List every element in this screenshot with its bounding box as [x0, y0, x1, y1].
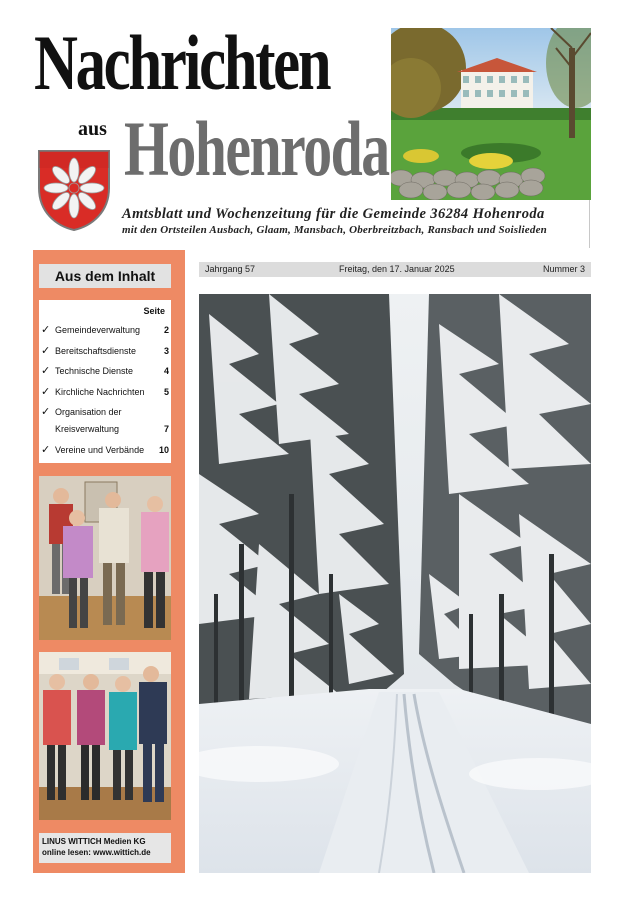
contents-item-page: 2 — [163, 325, 169, 335]
subtitle-districts: mit den Ortsteilen Ausbach, Glaam, Mansbach, Oberbreitzbach, Ransbach und Soislieden — [122, 224, 547, 236]
contents-heading: Aus dem Inhalt — [39, 264, 171, 288]
contents-item-page: 4 — [163, 366, 169, 376]
contents-item-page: 7 — [163, 424, 169, 434]
group-photo-2 — [39, 652, 171, 820]
contents-item-label: Kirchliche Nachrichten — [55, 387, 145, 397]
check-icon: ✓ — [41, 365, 51, 377]
castle-photo — [391, 28, 591, 200]
contents-item-label: Organisation der — [55, 407, 122, 417]
volume-label: Jahrgang 57 — [205, 264, 256, 274]
issue-info-bar — [199, 262, 591, 277]
page-column-header: Seite — [143, 306, 165, 316]
check-icon: ✓ — [41, 324, 51, 336]
check-icon: ✓ — [41, 444, 51, 456]
contents-item-label: Vereine und Verbände — [55, 445, 145, 455]
publisher-name: LINUS WITTICH Medien KG — [42, 837, 146, 846]
contents-item-page: 5 — [163, 387, 169, 397]
contents-item[interactable] — [41, 404, 169, 440]
title-aus: aus — [78, 118, 107, 140]
winter-forest-photo — [199, 294, 591, 873]
contents-item-label: Bereitschaftsdienste — [55, 346, 137, 356]
newspaper-title: Nachrichten — [34, 19, 330, 106]
contents-sidebar — [33, 250, 185, 873]
publisher-box — [39, 833, 171, 863]
contents-item-page: 10 — [158, 445, 169, 455]
check-icon: ✓ — [41, 406, 51, 418]
contents-item-label: Gemeindeverwaltung — [55, 325, 141, 335]
newspaper-place: Hohenroda — [124, 105, 389, 192]
subtitle-official-gazette: Amtsblatt und Wochenzeitung für die Gemeinde 36284 Hohenroda — [122, 206, 545, 222]
contents-item-label: Technische Dienste — [55, 366, 134, 376]
coat-of-arms-icon — [36, 148, 112, 232]
contents-item-page: 3 — [163, 346, 169, 356]
group-photo-1 — [39, 476, 171, 640]
check-icon: ✓ — [41, 345, 51, 357]
header-divider — [589, 200, 590, 248]
contents-list — [39, 300, 171, 463]
date-label: Freitag, den 17. Januar 2025 — [339, 264, 455, 274]
check-icon: ✓ — [41, 386, 51, 398]
publisher-website[interactable]: online lesen: www.wittich.de — [42, 848, 151, 857]
contents-item-label-continued: Kreisverwaltung — [55, 424, 120, 434]
issue-number-label: Nummer 3 — [542, 264, 585, 274]
